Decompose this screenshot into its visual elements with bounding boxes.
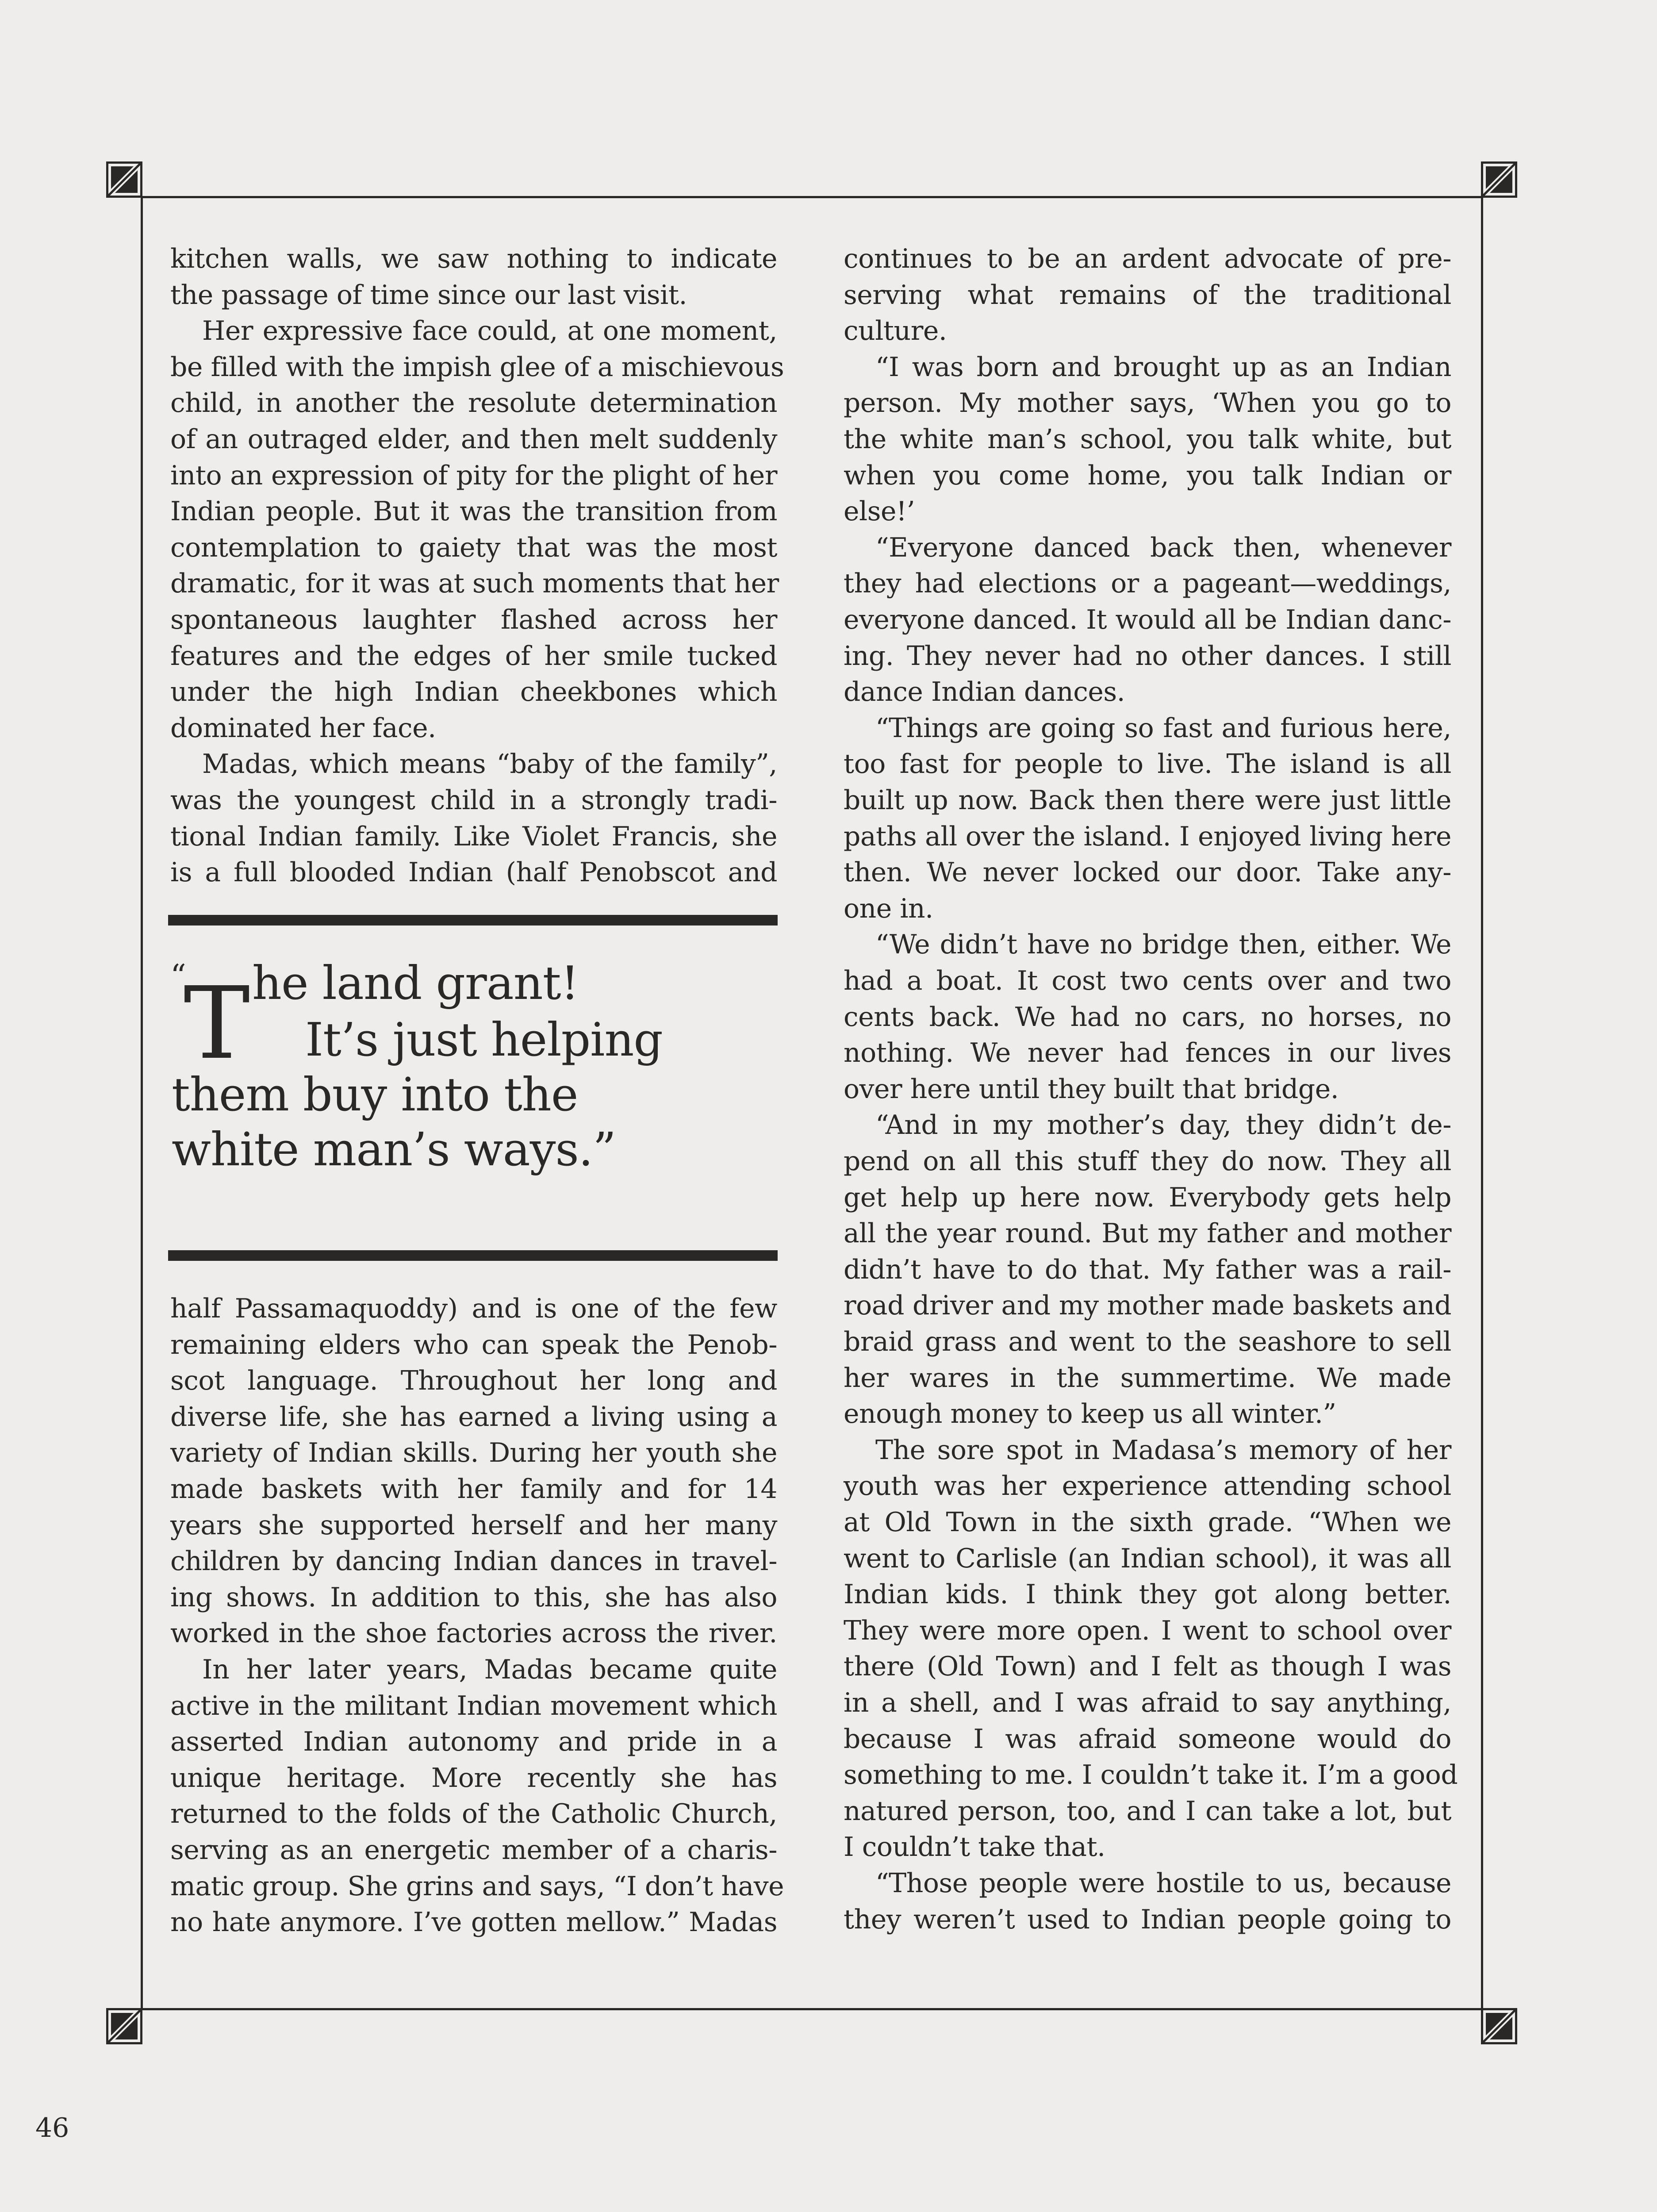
text-line: then. We never locked our door. Take any- [844, 857, 1451, 888]
text-line: dominated her face. [170, 712, 436, 744]
text-line: serving as an energetic member of a charis- [170, 1835, 777, 1866]
text-line: went to Carlisle (an Indian school), it was all [844, 1543, 1451, 1574]
text-line: dramatic, for it was at such moments that her [170, 568, 779, 599]
text-line: her wares in the summertime. We made [844, 1362, 1451, 1394]
text-line: under the high Indian cheekbones which [170, 676, 777, 708]
text-line: didn’t have to do that. My father was a rail- [844, 1254, 1451, 1285]
text-line: I couldn’t take that. [844, 1832, 1105, 1863]
pull-quote-line: It’s just helping [305, 1013, 663, 1067]
pull-quote-open-mark: “ [170, 958, 186, 994]
text-line: was the youngest child in a strongly tradi- [170, 785, 777, 816]
text-line: when you come home, you talk Indian or [844, 460, 1451, 491]
corner-ornament-icon [106, 161, 142, 198]
text-line: made baskets with her family and for 14 [170, 1474, 777, 1505]
text-line: enough money to keep us all winter.” [844, 1398, 1336, 1430]
text-line: “We didn’t have no bridge then, either. We [875, 929, 1451, 960]
text-line: natured person, too, and I can take a lot, but [844, 1795, 1451, 1827]
text-line: ing. They never had no other dances. I still [844, 640, 1451, 672]
text-line: child, in another the resolute determination [170, 388, 777, 419]
text-line: The sore spot in Madasa’s memory of her [875, 1434, 1451, 1466]
text-line: contemplation to gaiety that was the most [170, 532, 777, 563]
text-line: worked in the shoe factories across the river. [170, 1618, 777, 1649]
pull-quote-line: them buy into the [172, 1068, 578, 1121]
frame-bottom-line [141, 2008, 1483, 2010]
text-line: is a full blooded Indian (half Penobscot and [170, 857, 777, 888]
page-number: 46 [35, 2112, 69, 2143]
text-line: Madas, which means “baby of the family”, [202, 749, 777, 780]
text-line: in a shell, and I was afraid to say anything, [844, 1687, 1451, 1718]
pull-quote-drop-cap: T [184, 966, 250, 1082]
text-line: the passage of time since our last visit. [170, 279, 687, 311]
text-line: because I was afraid someone would do [844, 1723, 1451, 1755]
text-line: diverse life, she has earned a living using a [170, 1401, 777, 1432]
text-line: remaining elders who can speak the Penob- [170, 1329, 777, 1360]
text-line: In her later years, Madas became quite [202, 1654, 777, 1685]
pull-quote-bottom-rule [168, 1250, 778, 1261]
text-line: all the year round. But my father and mother [844, 1218, 1451, 1249]
text-line: the white man’s school, you talk white, but [844, 424, 1451, 455]
text-line: one in. [844, 893, 933, 924]
left-column-top-text [170, 241, 784, 891]
text-line: serving what remains of the traditional [844, 279, 1451, 311]
text-line: they had elections or a pageant—weddings, [844, 568, 1451, 599]
pull-quote-line: white man’s ways.” [172, 1122, 616, 1176]
text-line: too fast for people to live. The island is all [844, 749, 1451, 780]
text-line: braid grass and went to the seashore to sell [844, 1326, 1451, 1357]
text-line: spontaneous laughter flashed across her [170, 604, 777, 635]
text-line: matic group. She grins and says, “I don’t have [170, 1870, 784, 1902]
text-line: built up now. Back then there were just little [844, 785, 1451, 816]
text-line: ing shows. In addition to this, she has also [170, 1582, 777, 1613]
corner-ornament-icon [1481, 161, 1517, 198]
text-line: They were more open. I went to school over [844, 1615, 1451, 1646]
text-line: they weren’t used to Indian people going to [844, 1904, 1451, 1935]
text-line: “Those people were hostile to us, because [875, 1868, 1451, 1899]
text-line: had a boat. It cost two cents over and two [844, 965, 1451, 996]
text-line: variety of Indian skills. During her youth she [170, 1437, 777, 1469]
text-line: cents back. We had no cars, no horses, no [844, 1001, 1451, 1033]
text-line: unique heritage. More recently she has [170, 1762, 777, 1793]
frame-left-line [141, 196, 143, 2010]
text-line: half Passamaquoddy) and is one of the few [170, 1293, 777, 1324]
text-line: into an expression of pity for the plight of her [170, 460, 777, 491]
text-line: scot language. Throughout her long and [170, 1365, 777, 1397]
text-line: no hate anymore. I’ve gotten mellow.” Madas [170, 1907, 777, 1938]
text-line: person. My mother says, ‘When you go to [844, 388, 1451, 419]
text-line: nothing. We never had fences in our lives [844, 1037, 1451, 1069]
text-line: Her expressive face could, at one moment, [202, 315, 777, 347]
pull-quote-top-rule [168, 915, 778, 926]
text-line: children by dancing Indian dances in travel- [170, 1546, 777, 1577]
text-line: “And in my mother’s day, they didn’t de- [875, 1110, 1451, 1141]
text-line: be filled with the impish glee of a mischievous [170, 351, 784, 383]
text-line: youth was her experience attending school [844, 1471, 1451, 1502]
text-line: tional Indian family. Like Violet Francis, she [170, 821, 777, 852]
text-line: at Old Town in the sixth grade. “When we [844, 1507, 1451, 1538]
text-line: “I was born and brought up as an Indian [875, 351, 1451, 383]
text-line: there (Old Town) and I felt as though I was [844, 1651, 1451, 1682]
text-line: kitchen walls, we saw nothing to indicate [170, 243, 777, 274]
left-column-bottom-text [170, 1291, 784, 1941]
text-line: years she supported herself and her many [170, 1509, 777, 1541]
frame-right-line [1481, 196, 1483, 2010]
frame-top-line [141, 196, 1483, 198]
text-line: something to me. I couldn’t take it. I’m a good [844, 1759, 1458, 1791]
text-line: everyone danced. It would all be Indian danc- [844, 604, 1451, 635]
text-line: over here until they built that bridge. [844, 1073, 1339, 1105]
text-line: pend on all this stuff they do now. They all [844, 1146, 1451, 1177]
text-line: get help up here now. Everybody gets help [844, 1182, 1451, 1213]
right-column-text [844, 241, 1458, 1940]
text-line: features and the edges of her smile tucked [170, 640, 777, 672]
text-line: paths all over the island. I enjoyed living here [844, 821, 1451, 852]
text-line: of an outraged elder, and then melt suddenly [170, 424, 777, 455]
pull-quote-line: he land grant! [252, 956, 579, 1010]
text-line: “Things are going so fast and furious here, [875, 712, 1451, 744]
text-line: returned to the folds of the Catholic Church, [170, 1798, 777, 1830]
text-line: asserted Indian autonomy and pride in a [170, 1726, 777, 1758]
text-line: active in the militant Indian movement which [170, 1690, 777, 1721]
text-line: else!’ [844, 496, 915, 527]
text-line: “Everyone danced back then, whenever [875, 532, 1451, 563]
corner-ornament-icon [1481, 2008, 1517, 2044]
text-line: dance Indian dances. [844, 676, 1125, 708]
text-line: culture. [844, 315, 947, 347]
text-line: Indian kids. I think they got along better. [844, 1579, 1451, 1610]
text-line: continues to be an ardent advocate of pre- [844, 243, 1451, 274]
text-line: road driver and my mother made baskets and [844, 1290, 1451, 1321]
corner-ornament-icon [106, 2008, 142, 2044]
text-line: Indian people. But it was the transition from [170, 496, 777, 527]
